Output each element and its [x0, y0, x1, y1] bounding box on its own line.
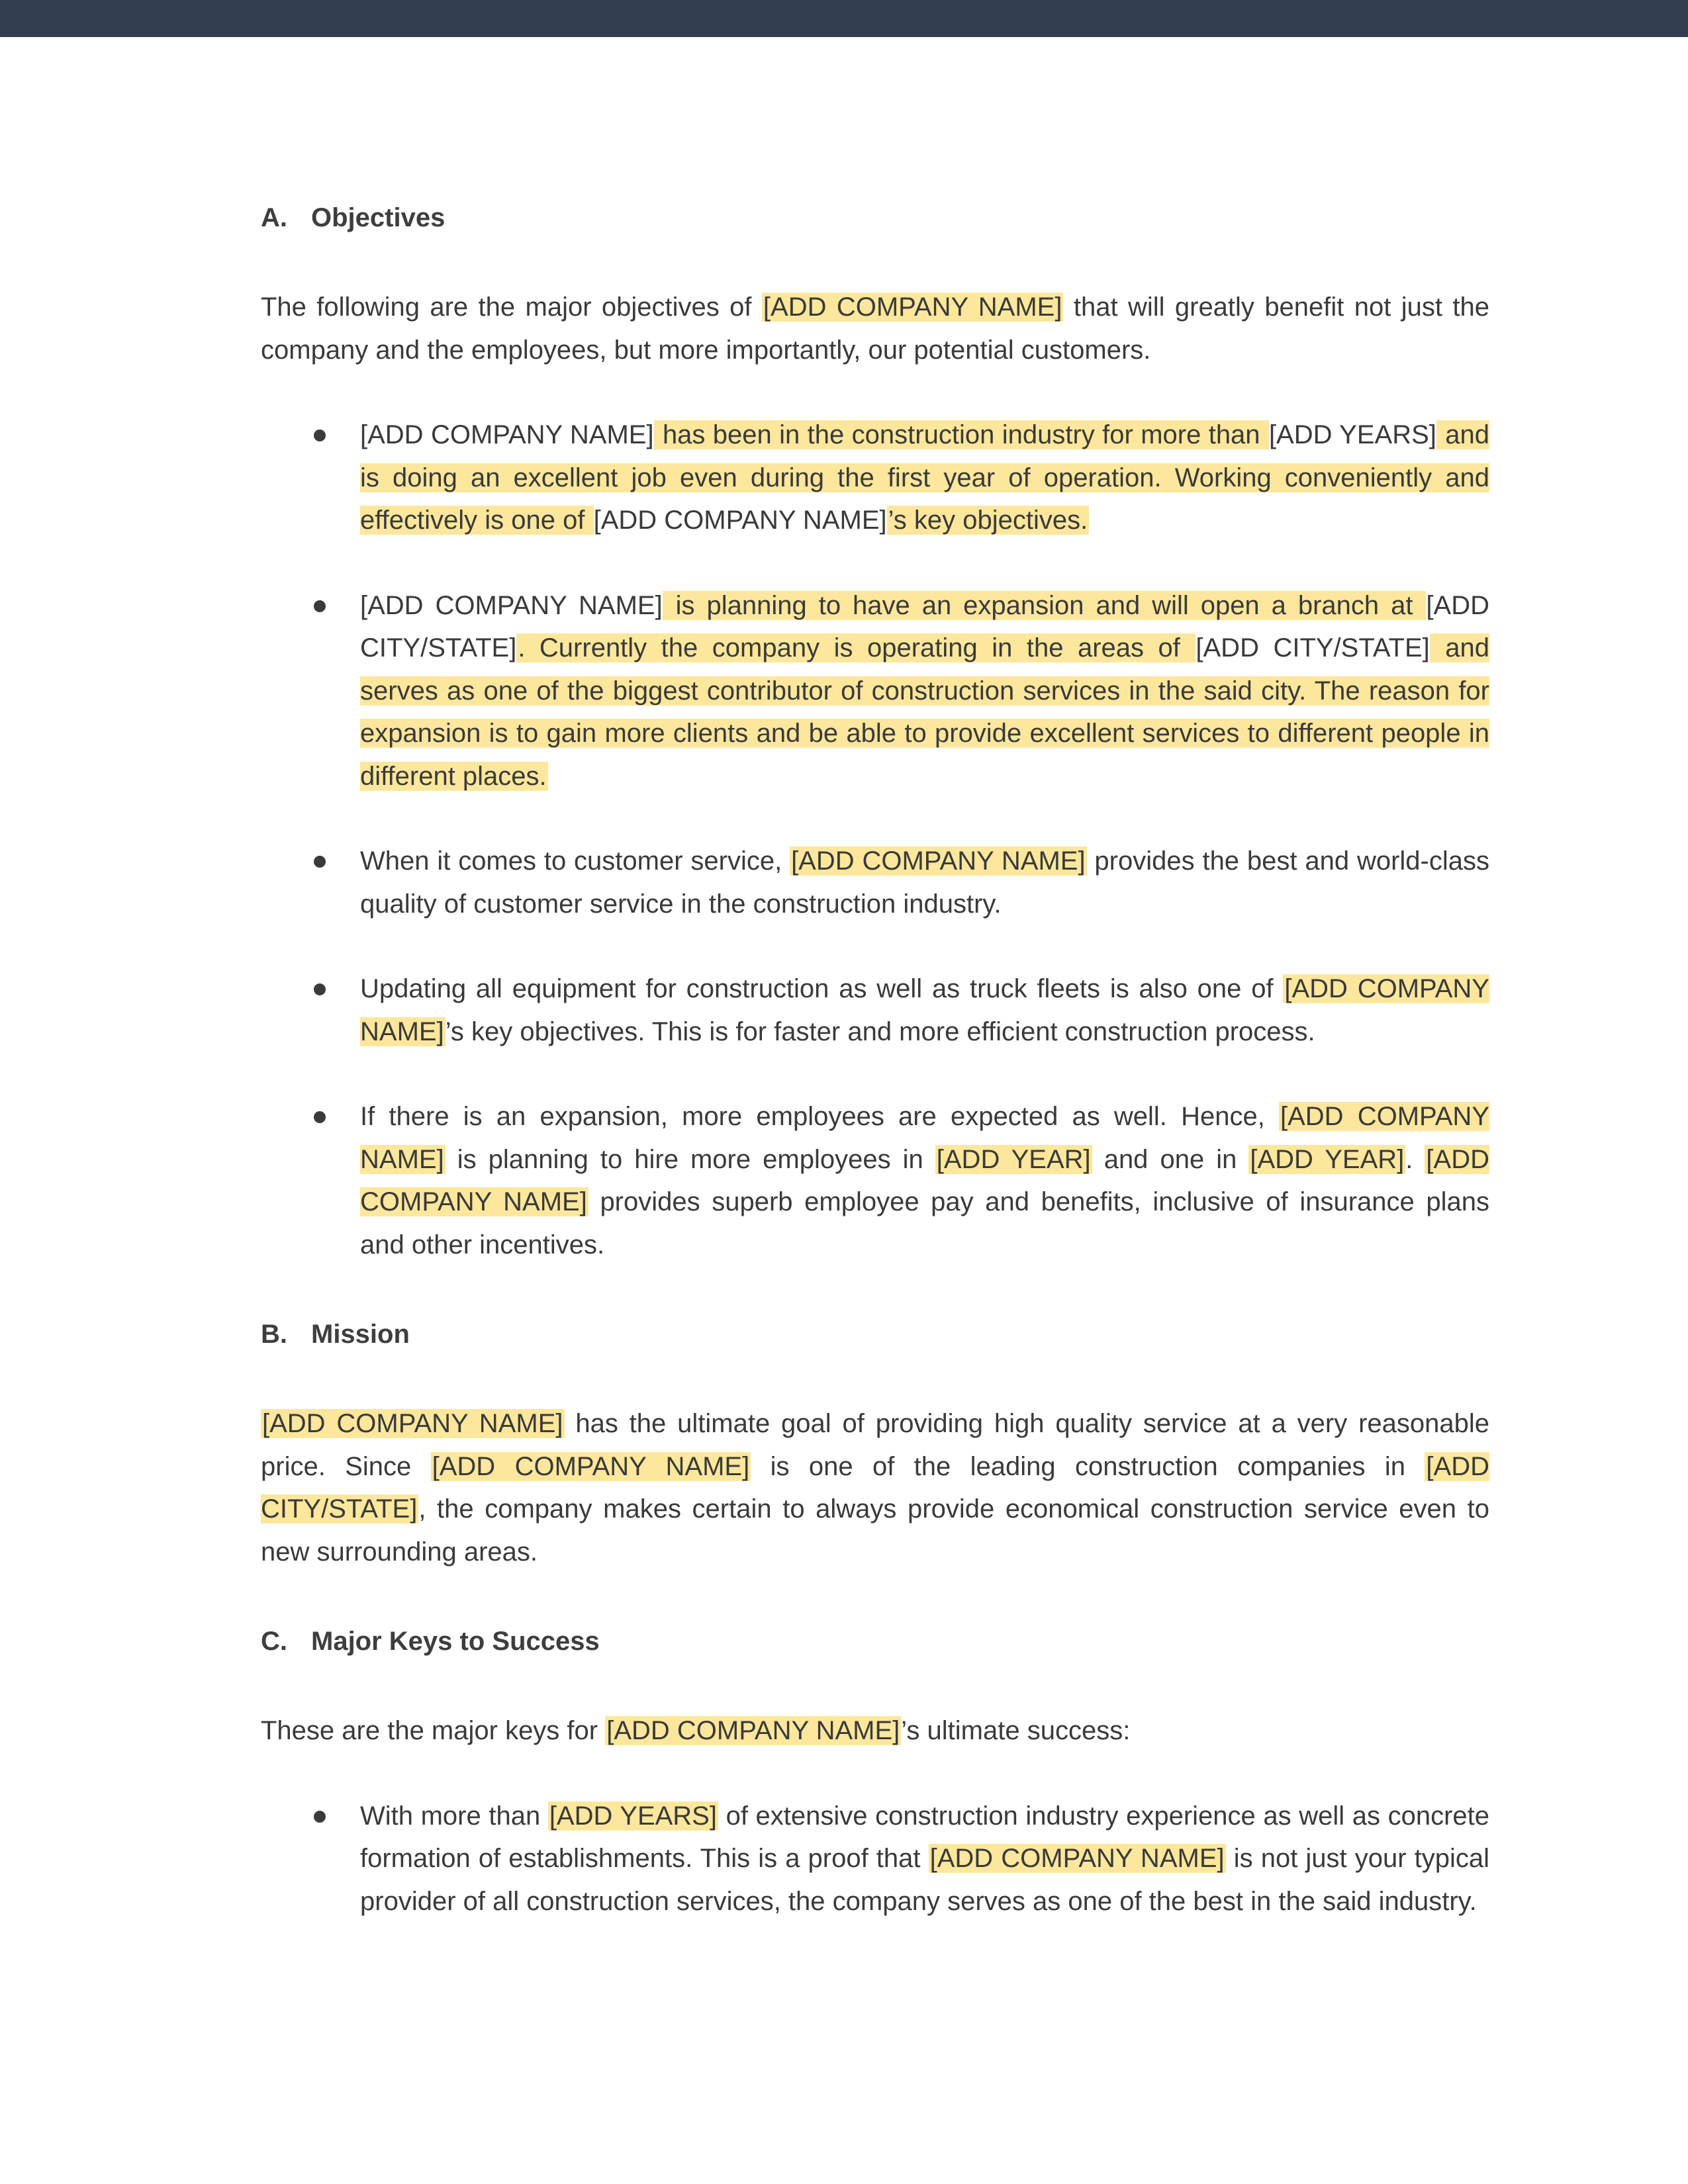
- text-run: If there is an expansion, more employees are expected as well. Hence,: [360, 1102, 1279, 1131]
- placeholder-highlight: and serves as one of the biggest contributor of construction services in the said city. The reason for expansion is to gain more clients and be able to provide excellent services to different people in different places.: [360, 633, 1489, 791]
- placeholder-highlight: [ADD COMPANY NAME]: [360, 1102, 1489, 1174]
- text-run: ’s key objectives. This is for faster and more efficient construction process.: [445, 1017, 1315, 1046]
- section-title: Mission: [311, 1320, 410, 1349]
- text-run: [ADD COMPANY NAME]: [360, 420, 654, 449]
- placeholder-highlight: [ADD YEARS]: [549, 1801, 717, 1831]
- text-run: is one of the leading construction companies in: [751, 1451, 1425, 1481]
- mission-paragraph: [261, 1402, 1489, 1573]
- section-title: Objectives: [311, 203, 445, 232]
- placeholder-highlight: has been in the construction industry for more than: [655, 420, 1268, 449]
- text-run: [ADD CITY/STATE]: [1196, 633, 1430, 662]
- placeholder-highlight: [ADD COMPANY NAME]: [606, 1716, 900, 1745]
- text-run: is not just your typical provider of all construction services, the company serves as one of the best in the said industry.: [360, 1844, 1490, 1916]
- placeholder-highlight: [ADD COMPANY NAME]: [929, 1844, 1225, 1873]
- keys-list: [261, 1795, 1489, 1923]
- text-run: that will greatly benefit not just the company and the employees, but more importantly, our potential customers.: [261, 293, 1490, 365]
- placeholder-highlight: [ADD YEAR]: [1250, 1144, 1405, 1174]
- list-item: [261, 1795, 1489, 1923]
- placeholder-highlight: ’s key objectives.: [888, 506, 1088, 535]
- placeholder-highlight: . Currently the company is operating in the areas of: [518, 633, 1195, 662]
- section-b-heading: [261, 1308, 1489, 1360]
- bullet-icon: [314, 600, 326, 612]
- list-item: [261, 1095, 1489, 1266]
- text-run: [ADD COMPANY NAME]: [593, 506, 887, 535]
- section-a-heading: [261, 192, 1489, 244]
- text-run: has the ultimate goal of providing high quality service at a very reasonable price. Since: [261, 1409, 1489, 1481]
- text-run: ’s ultimate success:: [901, 1716, 1131, 1745]
- bullet-icon: [314, 430, 326, 441]
- text-run: provides the best and world-class quality of customer service in the construction industry.: [360, 846, 1489, 919]
- placeholder-highlight: and is doing an excellent job even during the first year of operation. Working conveniently and effectively is one of: [360, 420, 1490, 535]
- section-title: Major Keys to Success: [311, 1627, 600, 1656]
- text-run: [ADD CITY/STATE]: [360, 590, 1489, 662]
- placeholder-highlight: [ADD COMPANY NAME]: [360, 1144, 1489, 1216]
- section-letter: A.: [261, 203, 287, 232]
- bullet-icon: [314, 1811, 326, 1823]
- text-run: , the company makes certain to always provide economical construction service even to new surrounding areas.: [261, 1494, 1489, 1567]
- placeholder-highlight: is planning to have an expansion and will open a branch at: [663, 590, 1425, 620]
- section-c-heading: [261, 1615, 1489, 1667]
- bullet-icon: [314, 1111, 326, 1123]
- document-body: [261, 192, 1489, 1965]
- list-item: [261, 968, 1489, 1053]
- bullet-icon: [314, 983, 326, 995]
- keys-intro: [261, 1709, 1489, 1752]
- placeholder-highlight: [ADD COMPANY NAME]: [360, 974, 1489, 1046]
- objectives-intro: [261, 286, 1489, 371]
- text-run: The following are the major objectives of: [261, 293, 762, 322]
- objectives-list: [261, 414, 1489, 1266]
- text-run: [ADD COMPANY NAME]: [360, 590, 663, 620]
- list-item: [261, 414, 1489, 542]
- text-run: and one in: [1092, 1144, 1249, 1174]
- placeholder-highlight: [ADD COMPANY NAME]: [432, 1451, 750, 1481]
- text-run: These are the major keys for: [261, 1716, 606, 1745]
- text-run: [ADD YEARS]: [1268, 420, 1436, 449]
- bullet-icon: [314, 856, 326, 868]
- section-letter: C.: [261, 1627, 287, 1656]
- text-run: is planning to hire more employees in: [445, 1144, 935, 1174]
- placeholder-highlight: [ADD COMPANY NAME]: [791, 846, 1086, 876]
- placeholder-highlight: [ADD CITY/STATE]: [261, 1451, 1489, 1524]
- text-run: provides superb employee pay and benefits, inclusive of insurance plans and other incentives.: [360, 1187, 1490, 1259]
- text-run: With more than: [360, 1801, 548, 1831]
- section-letter: B.: [261, 1320, 287, 1349]
- placeholder-highlight: [ADD COMPANY NAME]: [763, 293, 1062, 322]
- list-item: [261, 584, 1489, 798]
- placeholder-highlight: [ADD YEAR]: [936, 1144, 1091, 1174]
- text-run: When it comes to customer service,: [360, 846, 790, 876]
- placeholder-highlight: [ADD COMPANY NAME]: [262, 1409, 563, 1438]
- list-item: [261, 840, 1489, 925]
- text-run: of extensive construction industry experience as well as concrete formation of establishments. This is a proof that: [360, 1801, 1489, 1873]
- text-run: .: [1405, 1144, 1425, 1174]
- top-banner: [0, 0, 1688, 37]
- text-run: Updating all equipment for construction as well as truck fleets is also one of: [360, 974, 1284, 1003]
